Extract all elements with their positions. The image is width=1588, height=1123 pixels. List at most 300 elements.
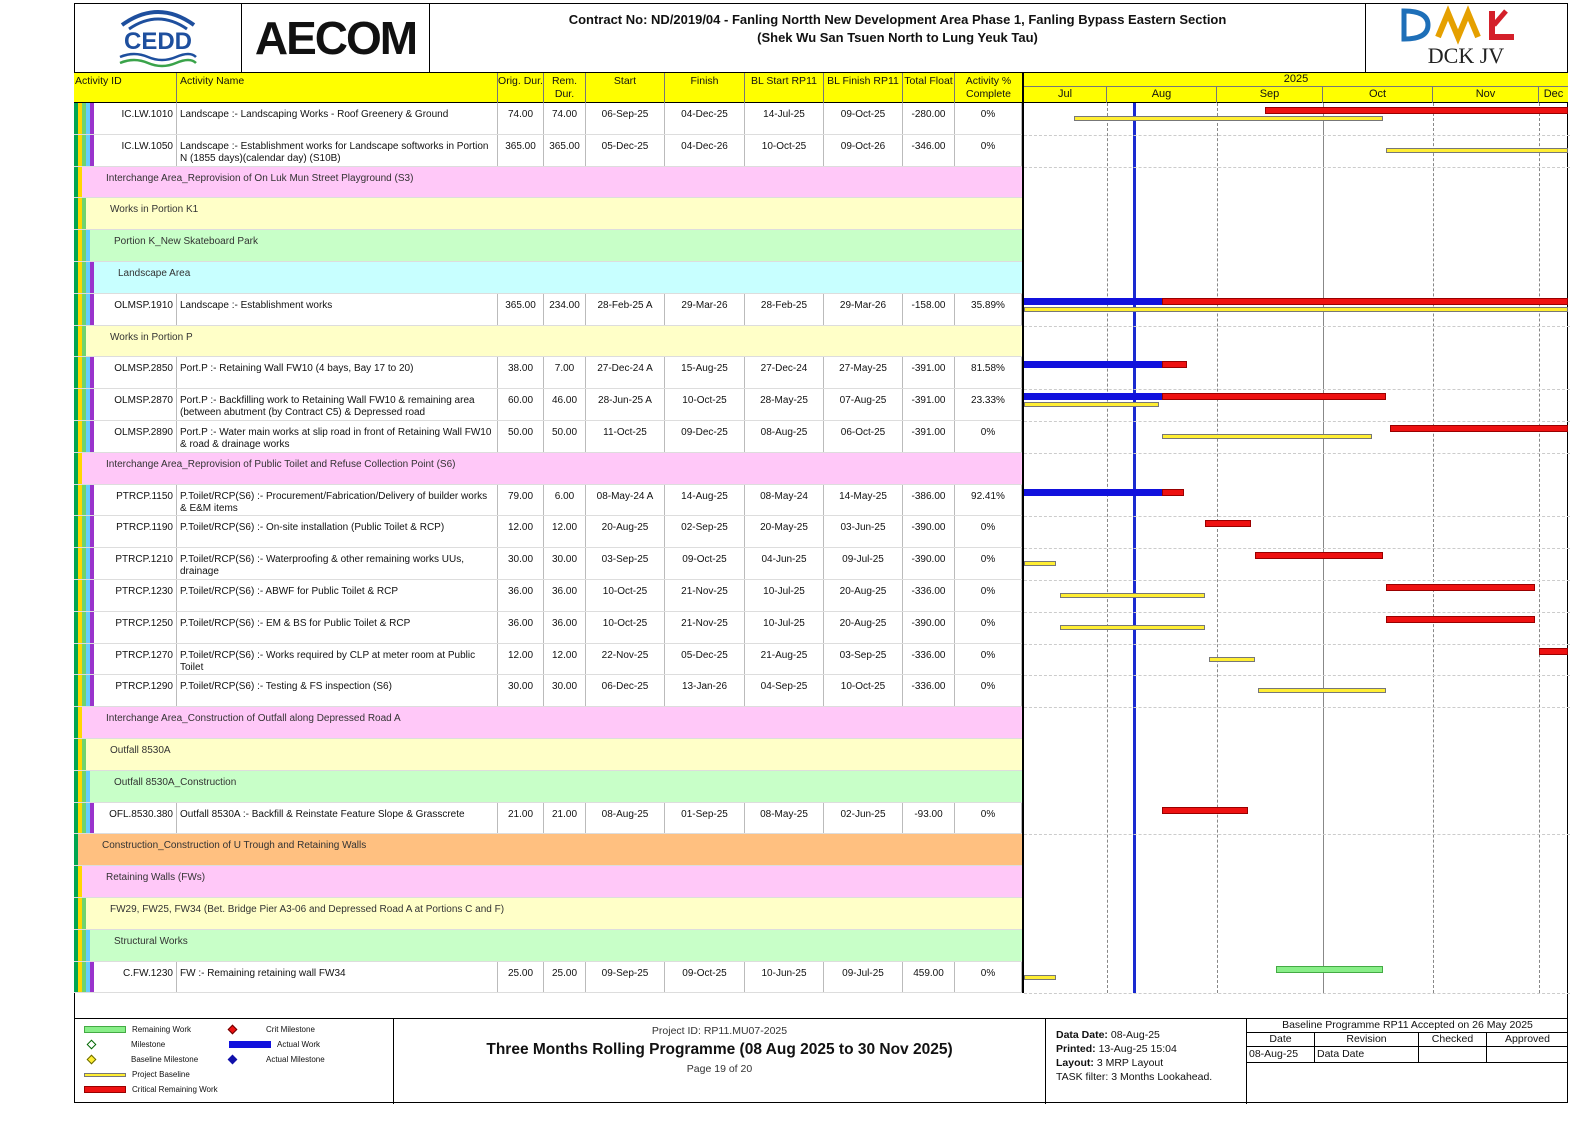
legend-milestone: Milestone	[131, 1040, 166, 1049]
cell-rd: 365.00	[544, 135, 586, 166]
baseline-bar[interactable]	[1024, 402, 1159, 407]
baseline-bar[interactable]	[1209, 657, 1255, 662]
cell-id: OLMSP.2890	[98, 421, 177, 452]
critical-work-bar[interactable]	[1162, 807, 1247, 814]
cell-bls: 10-Jun-25	[745, 962, 824, 993]
remaining-work-bar[interactable]	[1162, 298, 1568, 305]
legend-critical-remaining-work: Critical Remaining Work	[132, 1085, 218, 1094]
activity-row[interactable]	[74, 421, 1022, 453]
gantt-row-line	[1024, 644, 1570, 645]
col-orig-dur[interactable]: Orig. Dur.	[498, 73, 544, 103]
cell-od: 30.00	[498, 675, 544, 706]
rev-date: 08-Aug-25	[1247, 1047, 1315, 1063]
wbs-group-row[interactable]	[74, 898, 1022, 930]
wbs-group-name: Portion K_New Skateboard Park	[114, 236, 258, 248]
month-nov: Nov	[1433, 87, 1539, 103]
cell-od: 365.00	[498, 294, 544, 325]
gantt-row-line	[1024, 230, 1570, 231]
cell-tf: 459.00	[903, 962, 955, 993]
cell-id: PTRCP.1290	[98, 675, 177, 706]
gantt-row-line	[1024, 675, 1570, 676]
cell-blf: 03-Jun-25	[824, 516, 903, 547]
cell-tf: -336.00	[903, 580, 955, 611]
wbs-group-name: Interchange Area_Construction of Outfall along Depressed Road A	[106, 713, 401, 725]
gantt-row-line	[1024, 485, 1570, 486]
remaining-work-bar[interactable]	[1162, 361, 1187, 368]
gantt-chart	[1022, 103, 1568, 993]
outline-strip	[82, 739, 86, 770]
cell-bls: 28-May-25	[745, 389, 824, 420]
activity-row[interactable]	[74, 675, 1022, 707]
cell-bls: 08-May-24	[745, 485, 824, 516]
outline-strip	[74, 834, 78, 865]
gantt-row-line	[1024, 866, 1570, 867]
cell-finish: 01-Sep-25	[665, 803, 745, 834]
cell-bls: 04-Jun-25	[745, 548, 824, 579]
outline-strip	[90, 103, 94, 134]
outline-strip	[82, 326, 86, 357]
critical-work-bar[interactable]	[1265, 107, 1568, 114]
activity-row[interactable]	[74, 803, 1022, 835]
activity-row[interactable]	[74, 612, 1022, 644]
cell-od: 74.00	[498, 103, 544, 134]
cell-pc: 0%	[955, 644, 1022, 675]
cell-bls: 10-Jul-25	[745, 612, 824, 643]
outline-strip	[90, 516, 94, 547]
cell-bls: 28-Feb-25	[745, 294, 824, 325]
cell-rd: 74.00	[544, 103, 586, 134]
actual-work-bar[interactable]	[1024, 489, 1162, 496]
activity-row[interactable]	[74, 485, 1022, 517]
cell-id: IC.LW.1010	[98, 103, 177, 134]
month-oct: Oct	[1323, 87, 1433, 103]
wbs-group-name: Outfall 8530A_Construction	[114, 776, 237, 788]
baseline-bar[interactable]	[1386, 148, 1568, 153]
remaining-work-swatch	[84, 1026, 126, 1033]
cell-finish: 15-Aug-25	[665, 357, 745, 388]
table-header	[74, 73, 1022, 103]
footer-title-block	[394, 1019, 1046, 1104]
col-rem-dur[interactable]: Rem. Dur.	[544, 73, 586, 103]
baseline-bar[interactable]	[1074, 116, 1383, 121]
wbs-group-row[interactable]	[74, 739, 1022, 771]
dck-jv-logo	[1366, 3, 1568, 73]
cell-finish: 29-Mar-26	[665, 294, 745, 325]
wbs-group-row[interactable]	[74, 930, 1022, 962]
gantt-row-line	[1024, 739, 1570, 740]
gantt-row-line	[1024, 453, 1570, 454]
task-filter: TASK filter: 3 Months Lookahead.	[1056, 1071, 1213, 1083]
cell-blf: 20-Aug-25	[824, 580, 903, 611]
cell-blf: 29-Mar-26	[824, 294, 903, 325]
outline-strip	[90, 135, 94, 166]
cell-tf: -390.00	[903, 516, 955, 547]
legend-project-baseline: Project Baseline	[132, 1070, 190, 1079]
rev-col-date: Date	[1247, 1033, 1315, 1047]
cell-od: 30.00	[498, 548, 544, 579]
data-date: 08-Aug-25	[1110, 1029, 1160, 1041]
wbs-group-row[interactable]	[74, 167, 1022, 199]
cell-finish: 13-Jan-26	[665, 675, 745, 706]
outline-strip	[90, 612, 94, 643]
cell-pc: 81.58%	[955, 357, 1022, 388]
remaining-work-bar[interactable]	[1162, 393, 1386, 400]
cell-bls: 08-Aug-25	[745, 421, 824, 452]
remaining-work-bar[interactable]	[1276, 966, 1383, 973]
outline-strip	[90, 548, 94, 579]
gantt-row-line	[1024, 612, 1570, 613]
cell-start: 28-Feb-25 A	[586, 294, 665, 325]
actual-work-bar[interactable]	[1024, 393, 1162, 400]
cell-name: Landscape :- Landscaping Works - Roof Greenery & Ground	[177, 103, 498, 134]
cell-start: 11-Oct-25	[586, 421, 665, 452]
cell-finish: 09-Oct-25	[665, 962, 745, 993]
cell-rd: 21.00	[544, 803, 586, 834]
wbs-group-row[interactable]	[74, 834, 1022, 866]
cedd-logo-text: CEDD	[123, 28, 193, 55]
cell-blf: 09-Jul-25	[824, 962, 903, 993]
baseline-bar[interactable]	[1162, 434, 1371, 439]
cell-rd: 30.00	[544, 675, 586, 706]
activity-row[interactable]	[74, 135, 1022, 167]
activity-row[interactable]	[74, 580, 1022, 612]
critical-work-bar[interactable]	[1205, 520, 1251, 527]
activity-table	[74, 103, 1022, 993]
wbs-group-row[interactable]	[74, 262, 1022, 294]
cell-bls: 20-May-25	[745, 516, 824, 547]
cell-rd: 234.00	[544, 294, 586, 325]
outline-strip	[90, 421, 94, 452]
report-header	[74, 3, 1568, 73]
outline-strip	[86, 930, 90, 961]
gantt-row-line	[1024, 834, 1570, 835]
outline-strip	[90, 644, 94, 675]
col-percent-complete[interactable]: Activity % Complete	[965, 75, 1012, 100]
outline-strip	[90, 962, 94, 993]
cell-blf: 09-Oct-26	[824, 135, 903, 166]
cell-name: Landscape :- Establishment works	[177, 294, 498, 325]
outline-strip	[78, 167, 82, 198]
col-start[interactable]: Start	[586, 73, 665, 103]
gantt-row-line	[1024, 389, 1570, 390]
baseline-bar[interactable]	[1258, 688, 1386, 693]
cell-tf: -390.00	[903, 612, 955, 643]
critical-work-swatch	[84, 1086, 126, 1093]
cell-bls: 08-May-25	[745, 803, 824, 834]
cell-od: 79.00	[498, 485, 544, 516]
rev-col-revision: Revision	[1315, 1033, 1419, 1047]
outline-strip	[90, 803, 94, 834]
wbs-group-row[interactable]	[74, 866, 1022, 898]
cell-name: Outfall 8530A :- Backfill & Reinstate Feature Slope & Grasscrete	[177, 803, 498, 834]
gantt-timescale	[1022, 73, 1568, 103]
cell-rd: 12.00	[544, 516, 586, 547]
cell-blf: 03-Sep-25	[824, 644, 903, 675]
cell-pc: 0%	[955, 675, 1022, 706]
cell-bls: 14-Jul-25	[745, 103, 824, 134]
cell-name: P.Toilet/RCP(S6) :- Testing & FS inspection (S6)	[177, 675, 498, 706]
month-dec: Dec	[1543, 88, 1564, 100]
cell-start: 09-Sep-25	[586, 962, 665, 993]
cell-bls: 10-Jul-25	[745, 580, 824, 611]
outline-strip	[78, 866, 82, 897]
legend-remaining-work: Remaining Work	[132, 1025, 191, 1034]
cell-od: 38.00	[498, 357, 544, 388]
cell-rd: 6.00	[544, 485, 586, 516]
contract-line-2: (Shek Wu San Tsuen North to Lung Yeuk Tau)	[757, 30, 1038, 45]
actual-milestone-diamond-icon	[228, 1055, 238, 1065]
aecom-logo	[242, 3, 430, 73]
critical-work-bar[interactable]	[1390, 425, 1568, 432]
cell-od: 25.00	[498, 962, 544, 993]
cell-rd: 30.00	[544, 548, 586, 579]
cell-tf: -336.00	[903, 675, 955, 706]
cell-rd: 25.00	[544, 962, 586, 993]
cell-id: C.FW.1230	[98, 962, 177, 993]
outline-strip	[90, 389, 94, 420]
project-baseline-swatch	[84, 1073, 126, 1077]
cell-tf: -391.00	[903, 389, 955, 420]
cell-blf: 06-Oct-25	[824, 421, 903, 452]
rev-col-checked: Checked	[1419, 1033, 1487, 1047]
activity-row[interactable]	[74, 389, 1022, 421]
baseline-bar[interactable]	[1060, 625, 1206, 630]
gantt-row-line	[1024, 421, 1570, 422]
wbs-group-row[interactable]	[74, 453, 1022, 485]
cell-finish: 09-Oct-25	[665, 548, 745, 579]
programme-title: Three Months Rolling Programme (08 Aug 2025 to 30 Nov 2025)	[486, 1041, 953, 1058]
baseline-bar[interactable]	[1024, 975, 1056, 980]
crit-milestone-diamond-icon	[228, 1025, 238, 1035]
cell-id: PTRCP.1210	[98, 548, 177, 579]
baseline-bar[interactable]	[1024, 307, 1568, 312]
aecom-logo-text: AECOM	[254, 12, 417, 64]
critical-work-bar[interactable]	[1386, 616, 1535, 623]
cell-id: PTRCP.1190	[98, 516, 177, 547]
legend-actual-milestone: Actual Milestone	[266, 1055, 325, 1064]
cell-blf: 20-Aug-25	[824, 612, 903, 643]
cell-rd: 12.00	[544, 644, 586, 675]
cell-bls: 21-Aug-25	[745, 644, 824, 675]
cell-bls: 27-Dec-24	[745, 357, 824, 388]
critical-work-bar[interactable]	[1255, 552, 1383, 559]
activity-row[interactable]	[74, 516, 1022, 548]
cell-name: FW :- Remaining retaining wall FW34	[177, 962, 498, 993]
col-bl-start[interactable]: BL Start RP11	[745, 73, 824, 103]
wbs-group-row[interactable]	[74, 198, 1022, 230]
col-total-float[interactable]: Total Float	[903, 73, 955, 103]
gantt-row-line	[1024, 580, 1570, 581]
outline-strip	[86, 230, 90, 261]
printed-date: 13-Aug-25 15:04	[1098, 1043, 1177, 1055]
cell-id: OLMSP.1910	[98, 294, 177, 325]
rev-approved	[1487, 1047, 1568, 1063]
month-jul: Jul	[1024, 87, 1107, 103]
cell-od: 12.00	[498, 644, 544, 675]
wbs-group-name: Structural Works	[114, 935, 188, 947]
cell-start: 08-May-24 A	[586, 485, 665, 516]
activity-row[interactable]	[74, 357, 1022, 389]
rev-checked	[1419, 1047, 1487, 1063]
remaining-work-bar[interactable]	[1162, 489, 1183, 496]
gantt-row-line	[1024, 135, 1570, 136]
cell-start: 05-Dec-25	[586, 135, 665, 166]
cell-pc: 0%	[955, 103, 1022, 134]
col-activity-id[interactable]: Activity ID	[74, 73, 177, 103]
cell-od: 36.00	[498, 580, 544, 611]
cell-start: 10-Oct-25	[586, 580, 665, 611]
cell-rd: 50.00	[544, 421, 586, 452]
critical-work-bar[interactable]	[1386, 584, 1535, 591]
cell-start: 06-Sep-25	[586, 103, 665, 134]
gantt-row-line	[1024, 930, 1570, 931]
cell-name: Port.P :- Backfilling work to Retaining Wall FW10 & remaining area (between abutment (by Contract C5) & Depressed road	[177, 389, 498, 420]
cell-rd: 7.00	[544, 357, 586, 388]
cell-name: P.Toilet/RCP(S6) :- Procurement/Fabrication/Delivery of builder works & E&M items	[177, 485, 498, 516]
legend-crit-milestone: Crit Milestone	[266, 1025, 315, 1034]
revision-table	[1247, 1019, 1568, 1104]
cell-finish: 09-Dec-25	[665, 421, 745, 452]
baseline-milestone-diamond-icon	[87, 1055, 97, 1065]
cell-name: P.Toilet/RCP(S6) :- Waterproofing & other remaining works UUs, drainage	[177, 548, 498, 579]
wbs-group-name: Outfall 8530A	[110, 745, 171, 756]
critical-work-bar[interactable]	[1539, 648, 1568, 655]
cell-tf: -158.00	[903, 294, 955, 325]
outline-strip	[78, 707, 82, 738]
baseline-bar[interactable]	[1060, 593, 1206, 598]
cell-name: P.Toilet/RCP(S6) :- EM & BS for Public Toilet & RCP	[177, 612, 498, 643]
cell-name: P.Toilet/RCP(S6) :- Works required by CLP at meter room at Public Toilet	[177, 644, 498, 675]
gantt-row-line	[1024, 294, 1570, 295]
layout-name: 3 MRP Layout	[1096, 1057, 1164, 1069]
legend	[74, 1019, 394, 1104]
cell-od: 365.00	[498, 135, 544, 166]
report-footer	[74, 1018, 1568, 1103]
cell-start: 22-Nov-25	[586, 644, 665, 675]
cell-start: 03-Sep-25	[586, 548, 665, 579]
cell-tf: -391.00	[903, 357, 955, 388]
gantt-row-line	[1024, 357, 1570, 358]
cell-blf: 09-Jul-25	[824, 548, 903, 579]
activity-row[interactable]	[74, 103, 1022, 135]
activity-row[interactable]	[74, 644, 1022, 676]
activity-row[interactable]	[74, 962, 1022, 994]
cell-pc: 0%	[955, 421, 1022, 452]
cell-od: 60.00	[498, 389, 544, 420]
activity-row[interactable]	[74, 294, 1022, 326]
wbs-group-name: Construction_Construction of U Trough and Retaining Walls	[102, 840, 367, 852]
cell-id: OLMSP.2850	[98, 357, 177, 388]
month-aug: Aug	[1107, 87, 1217, 103]
cell-tf: -280.00	[903, 103, 955, 134]
cell-blf: 27-May-25	[824, 357, 903, 388]
cell-od: 50.00	[498, 421, 544, 452]
gantt-row-line	[1024, 198, 1570, 199]
cell-finish: 14-Aug-25	[665, 485, 745, 516]
outline-strip	[90, 262, 94, 293]
milestone-diamond-icon	[87, 1040, 97, 1050]
gantt-row-line	[1024, 262, 1570, 263]
gantt-row-line	[1024, 167, 1570, 168]
wbs-group-row[interactable]	[74, 230, 1022, 262]
cell-id: PTRCP.1250	[98, 612, 177, 643]
gantt-row-line	[1024, 326, 1570, 327]
outline-strip	[86, 771, 90, 802]
cell-tf: -93.00	[903, 803, 955, 834]
cell-blf: 07-Aug-25	[824, 389, 903, 420]
outline-strip	[90, 675, 94, 706]
cell-bls: 04-Sep-25	[745, 675, 824, 706]
cedd-logo	[74, 3, 242, 73]
rev-col-approved: Approved	[1505, 1033, 1550, 1045]
page-number: Page 19 of 20	[686, 1063, 753, 1075]
gantt-row-line	[1024, 516, 1570, 517]
cell-od: 21.00	[498, 803, 544, 834]
cell-id: OLMSP.2870	[98, 389, 177, 420]
outline-strip	[90, 357, 94, 388]
cell-tf: -346.00	[903, 135, 955, 166]
dck-logo-text: DCK JV	[1427, 43, 1505, 68]
cell-tf: -386.00	[903, 485, 955, 516]
cell-od: 12.00	[498, 516, 544, 547]
print-info	[1046, 1019, 1247, 1104]
actual-work-bar[interactable]	[1024, 361, 1162, 368]
col-finish[interactable]: Finish	[665, 73, 745, 103]
col-activity-name[interactable]: Activity Name	[177, 73, 498, 103]
cell-pc: 0%	[955, 516, 1022, 547]
cell-rd: 36.00	[544, 580, 586, 611]
cell-pc: 0%	[955, 580, 1022, 611]
cell-blf: 14-May-25	[824, 485, 903, 516]
cell-blf: 10-Oct-25	[824, 675, 903, 706]
wbs-group-row[interactable]	[74, 326, 1022, 358]
baseline-bar[interactable]	[1024, 561, 1056, 566]
cell-tf: -336.00	[903, 644, 955, 675]
cell-od: 36.00	[498, 612, 544, 643]
wbs-group-row[interactable]	[74, 707, 1022, 739]
cell-start: 10-Oct-25	[586, 612, 665, 643]
cell-start: 27-Dec-24 A	[586, 357, 665, 388]
actual-work-bar[interactable]	[1024, 298, 1162, 305]
cell-pc: 23.33%	[955, 389, 1022, 420]
gantt-row-line	[1024, 548, 1570, 549]
cell-name: Port.P :- Retaining Wall FW10 (4 bays, Bay 17 to 20)	[177, 357, 498, 388]
printed-label: Printed:	[1056, 1043, 1096, 1055]
month-sep: Sep	[1217, 87, 1323, 103]
wbs-group-row[interactable]	[74, 771, 1022, 803]
cell-id: OFL.8530.380	[98, 803, 177, 834]
cell-pc: 0%	[955, 612, 1022, 643]
wbs-group-name: Interchange Area_Reprovision of On Luk Mun Street Playground (S3)	[106, 172, 414, 184]
wbs-group-name: FW29, FW25, FW34 (Bet. Bridge Pier A3-06 and Depressed Road A at Portions C and F)	[110, 904, 505, 915]
cell-id: PTRCP.1150	[98, 485, 177, 516]
wbs-group-name: Interchange Area_Reprovision of Public Toilet and Refuse Collection Point (S6)	[106, 458, 456, 470]
cell-finish: 21-Nov-25	[665, 580, 745, 611]
legend-actual-work: Actual Work	[277, 1040, 320, 1049]
outline-strip	[78, 453, 82, 484]
activity-row[interactable]	[74, 548, 1022, 580]
outline-strip	[82, 198, 86, 229]
col-bl-finish[interactable]: BL Finish RP11	[824, 73, 903, 103]
cell-pc: 0%	[955, 548, 1022, 579]
outline-strip	[90, 294, 94, 325]
layout-label: Layout:	[1056, 1057, 1094, 1069]
cell-pc: 92.41%	[955, 485, 1022, 516]
cell-blf: 09-Oct-25	[824, 103, 903, 134]
actual-work-swatch	[229, 1041, 271, 1048]
cell-start: 28-Jun-25 A	[586, 389, 665, 420]
cell-rd: 46.00	[544, 389, 586, 420]
